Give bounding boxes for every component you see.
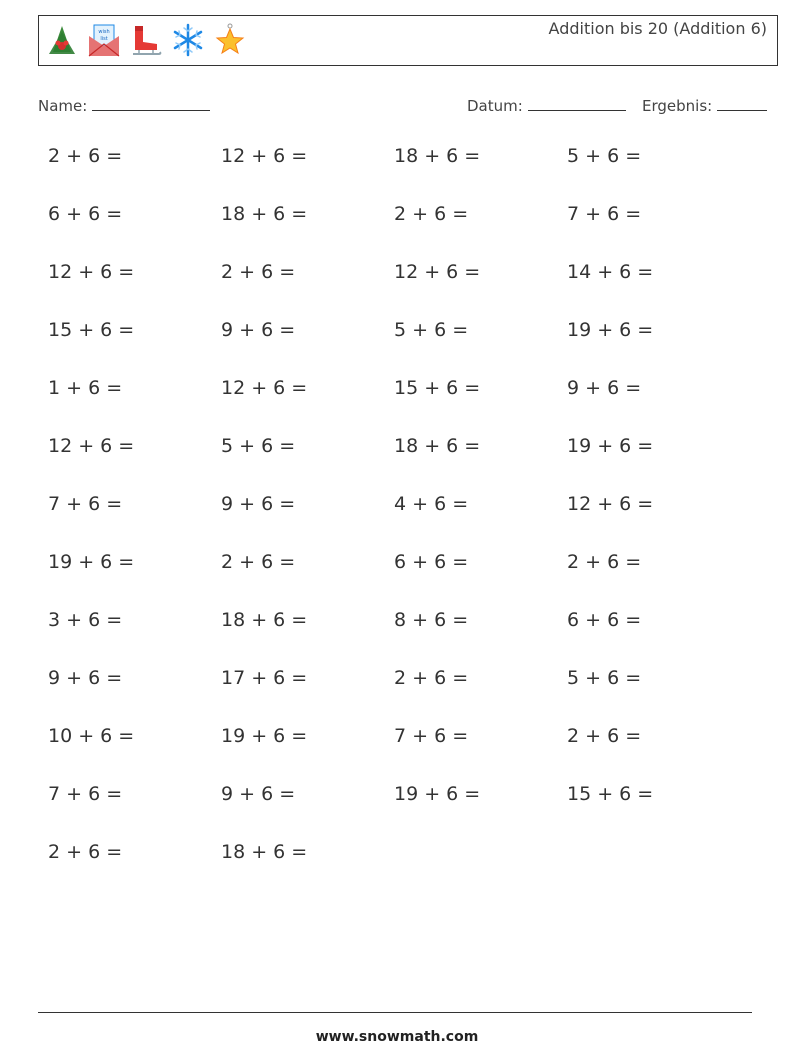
footer-divider — [38, 1012, 752, 1013]
problem-item: 12 + 6 = — [567, 493, 654, 515]
problem-item: 7 + 6 = — [48, 493, 123, 515]
date-label: Datum: — [467, 97, 523, 115]
problem-item: 18 + 6 = — [221, 841, 308, 863]
problem-item: 2 + 6 = — [567, 551, 642, 573]
problem-item: 14 + 6 = — [567, 261, 654, 283]
problem-item: 5 + 6 = — [221, 435, 296, 457]
result-blank[interactable] — [717, 94, 767, 111]
problem-item: 19 + 6 = — [394, 783, 481, 805]
problem-item: 18 + 6 = — [394, 145, 481, 167]
result-field — [642, 94, 767, 115]
problem-item: 9 + 6 = — [221, 493, 296, 515]
problem-item: 8 + 6 = — [394, 609, 469, 631]
letter-icon — [87, 22, 121, 58]
problem-item: 9 + 6 = — [567, 377, 642, 399]
problem-item: 9 + 6 = — [48, 667, 123, 689]
problem-item: 6 + 6 = — [394, 551, 469, 573]
name-field — [38, 94, 210, 115]
problem-item: 18 + 6 = — [221, 203, 308, 225]
worksheet-header — [38, 15, 778, 66]
problem-item: 12 + 6 = — [48, 261, 135, 283]
worksheet-title: Addition bis 20 (Addition 6) — [548, 19, 767, 38]
problem-item: 1 + 6 = — [48, 377, 123, 399]
problem-item: 19 + 6 = — [48, 551, 135, 573]
svg-text:wish: wish — [98, 29, 110, 35]
problem-item: 2 + 6 = — [48, 145, 123, 167]
problem-item: 18 + 6 = — [221, 609, 308, 631]
name-label: Name: — [38, 97, 88, 115]
holly-icon — [45, 22, 79, 58]
problem-item: 12 + 6 = — [394, 261, 481, 283]
problem-item: 5 + 6 = — [567, 667, 642, 689]
problem-item: 6 + 6 = — [567, 609, 642, 631]
problem-item: 2 + 6 = — [221, 551, 296, 573]
problem-item: 2 + 6 = — [221, 261, 296, 283]
problem-item: 2 + 6 = — [394, 667, 469, 689]
problem-item: 10 + 6 = — [48, 725, 135, 747]
problem-item: 15 + 6 = — [48, 319, 135, 341]
problem-item: 15 + 6 = — [567, 783, 654, 805]
problem-item: 12 + 6 = — [48, 435, 135, 457]
date-blank[interactable] — [528, 94, 626, 111]
problem-item: 19 + 6 = — [221, 725, 308, 747]
snowflake-icon — [171, 22, 205, 58]
result-label: Ergebnis: — [642, 97, 713, 115]
problem-item: 3 + 6 = — [48, 609, 123, 631]
star-ornament-icon — [213, 22, 247, 58]
problem-item: 9 + 6 = — [221, 783, 296, 805]
name-blank[interactable] — [92, 94, 210, 111]
problem-item: 4 + 6 = — [394, 493, 469, 515]
problem-item: 6 + 6 = — [48, 203, 123, 225]
date-field — [467, 94, 626, 115]
problem-item: 2 + 6 = — [48, 841, 123, 863]
problem-item: 5 + 6 = — [394, 319, 469, 341]
problem-item: 5 + 6 = — [567, 145, 642, 167]
problem-item: 15 + 6 = — [394, 377, 481, 399]
icon-strip — [45, 22, 247, 58]
svg-text:list: list — [100, 36, 108, 42]
problem-item: 19 + 6 = — [567, 319, 654, 341]
problem-item: 19 + 6 = — [567, 435, 654, 457]
problem-item: 17 + 6 = — [221, 667, 308, 689]
problem-item: 18 + 6 = — [394, 435, 481, 457]
problem-item: 12 + 6 = — [221, 377, 308, 399]
ice-skate-icon — [129, 22, 163, 58]
problem-item: 12 + 6 = — [221, 145, 308, 167]
problem-item: 7 + 6 = — [48, 783, 123, 805]
problem-item: 2 + 6 = — [394, 203, 469, 225]
problem-item: 2 + 6 = — [567, 725, 642, 747]
problem-item: 9 + 6 = — [221, 319, 296, 341]
footer-url: www.snowmath.com — [315, 1029, 479, 1045]
problem-item: 7 + 6 = — [567, 203, 642, 225]
problem-item: 7 + 6 = — [394, 725, 469, 747]
